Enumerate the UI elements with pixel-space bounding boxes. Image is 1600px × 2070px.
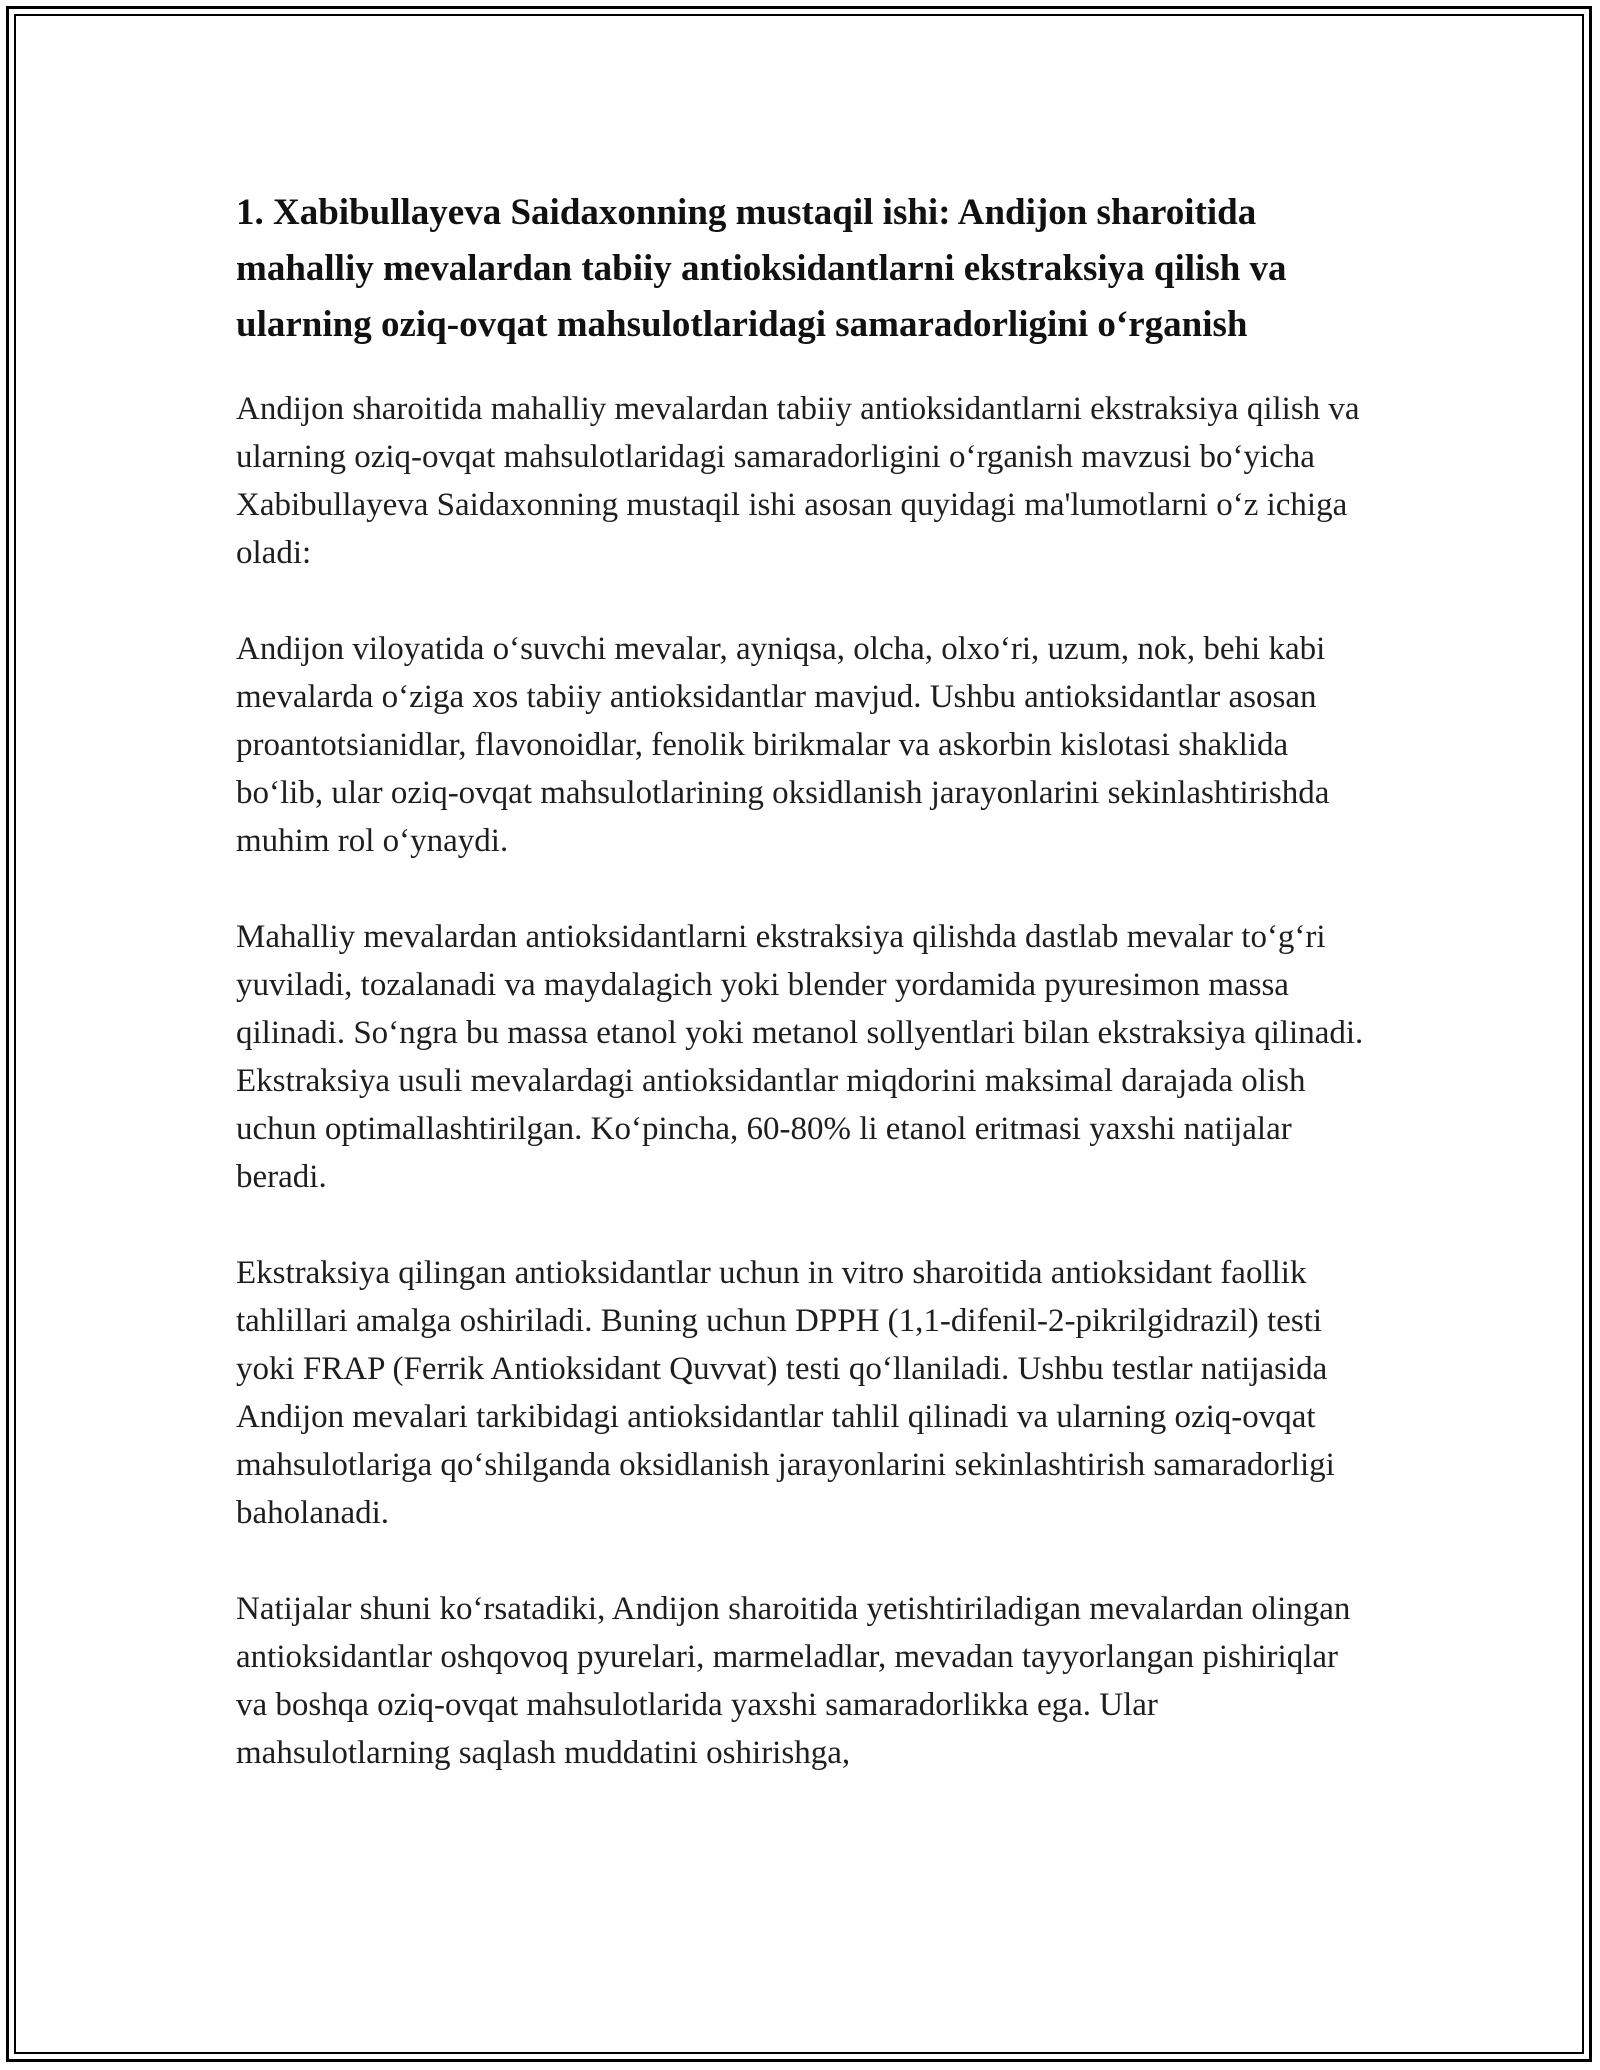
document-title: 1. Xabibullayeva Saidaxonning mustaqil ishi: Andijon sharoitida mahalliy mevalardan tabiiy antioksidantlarni ekstraksiya qilish va ularning oziq-ovqat mahsulotlaridagi samaradorligini o‘rganish [236, 192, 1287, 345]
paragraph-analysis: Ekstraksiya qilingan antioksidantlar uchun in vitro sharoitida antioksidant faollik tahlillari amalga oshiriladi. Buning uchun DPPH (1,1-difenil-2-pikrilgidrazil) testi yoki FRAP (Ferrik Antioksidant Quvvat) testi qo‘llaniladi. Ushbu testlar natijasida Andijon mevalari tarkibidagi antioksidantlar tahlil qilinadi va ularning oziq-ovqat mahsulotlariga qo‘shilganda oksidlanish jarayonlarini sekinlashtirish samaradorligi baholanadi. [236, 1255, 1335, 1531]
paragraph-intro: Andijon sharoitida mahalliy mevalardan tabiiy antioksidantlarni ekstraksiya qilish va ularning oziq-ovqat mahsulotlaridagi samaradorligini o‘rganish mavzusi bo‘yicha Xabibullayeva Saidaxonning mustaqil ishi asosan quyidagi ma'lumotlarni o‘z ichiga oladi: [236, 391, 1360, 571]
paragraph-extraction: Mahalliy mevalardan antioksidantlarni ekstraksiya qilishda dastlab mevalar to‘g‘ri yuviladi, tozalanadi va maydalagich yoki blender yordamida pyuresimon massa qilinadi. So‘ngra bu massa etanol yoki metanol sollyentlari bilan ekstraksiya qilinadi. Ekstraksiya usuli mevalardagi antioksidantlar miqdorini maksimal darajada olish uchun optimallashtirilgan. Ko‘pincha, 60-80% li etanol eritmasi yaxshi natijalar beradi. [236, 919, 1364, 1195]
document-body [236, 185, 1376, 1825]
paragraph-fruits: Andijon viloyatida o‘suvchi mevalar, ayniqsa, olcha, olxo‘ri, uzum, nok, behi kabi mevalarda o‘ziga xos tabiiy antioksidantlar mavjud. Ushbu antioksidantlar asosan proantotsianidlar, flavonoidlar, fenolik birikmalar va askorbin kislotasi shaklida bo‘lib, ular oziq-ovqat mahsulotlarining oksidlanish jarayonlarini sekinlashtirishda muhim rol o‘ynaydi. [236, 631, 1330, 859]
paragraph-results: Natijalar shuni ko‘rsatadiki, Andijon sharoitida yetishtiriladigan mevalardan olingan antioksidantlar oshqovoq pyurelari, marmeladlar, mevadan tayyorlangan pishiriqlar va boshqa oziq-ovqat mahsulotlarida yaxshi samaradorlikka ega. Ular mahsulotlarning saqlash muddatini oshirishga, [236, 1591, 1351, 1771]
